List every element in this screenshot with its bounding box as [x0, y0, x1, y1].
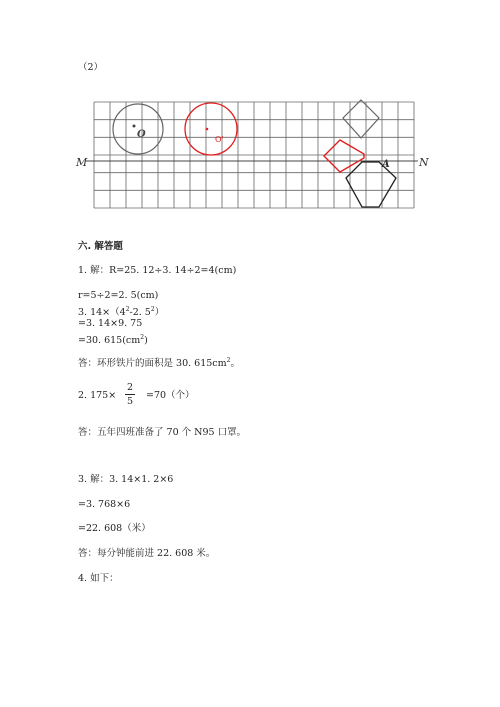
q1-line2: r=5÷2=2. 5(cm) [78, 290, 159, 301]
q2-fraction-denominator: 5 [126, 396, 134, 407]
q3-line2: =3. 768×6 [78, 499, 131, 510]
q1-line5: =30. $615(cm^2)$ [78, 334, 148, 347]
label-o-prime: O' [215, 135, 224, 144]
center-o-dot [133, 125, 136, 128]
q1-line3: 3. $14\times(4^2-2$. $5^2$） [78, 306, 165, 319]
q2-fraction-bar [125, 394, 135, 395]
q3-answer: 答：每分钟能前进 22. 608 米。 [78, 548, 216, 559]
q1-answer: 答：环形铁片的面积是 30. $615cm^2$。 [78, 357, 240, 370]
label-a: A [382, 159, 390, 170]
q1-line1: 1. 解：R=25. 12÷3. 14÷2=4(cm) [78, 265, 237, 276]
label-n: N [419, 156, 429, 169]
circle-o-prime [185, 103, 237, 155]
grid-lines [94, 102, 414, 208]
grid-figure [74, 96, 434, 212]
section-title: 六. 解答题 [78, 241, 123, 252]
q3-line3: =22. 608（米） [78, 523, 151, 534]
label-o: O [137, 129, 146, 140]
q4-line1: 4. 如下： [78, 573, 119, 584]
q2-suffix: =70（个） [146, 390, 195, 401]
q2-prefix: 2. 175× [78, 390, 117, 401]
part-label: （2） [78, 62, 104, 73]
q2-fraction-numerator: 2 [126, 382, 134, 393]
q1-line4: =3. 14×9. 75 [78, 318, 143, 329]
q2-answer: 答：五年四班准备了 70 个 N95 口罩。 [78, 427, 247, 438]
center-o-prime-dot [206, 128, 209, 131]
label-m: M [76, 156, 88, 169]
q3-line1: 3. 解：3. 14×1. 2×6 [78, 474, 174, 485]
hexagon-image-red [324, 140, 364, 172]
hexagon-original [343, 100, 379, 138]
